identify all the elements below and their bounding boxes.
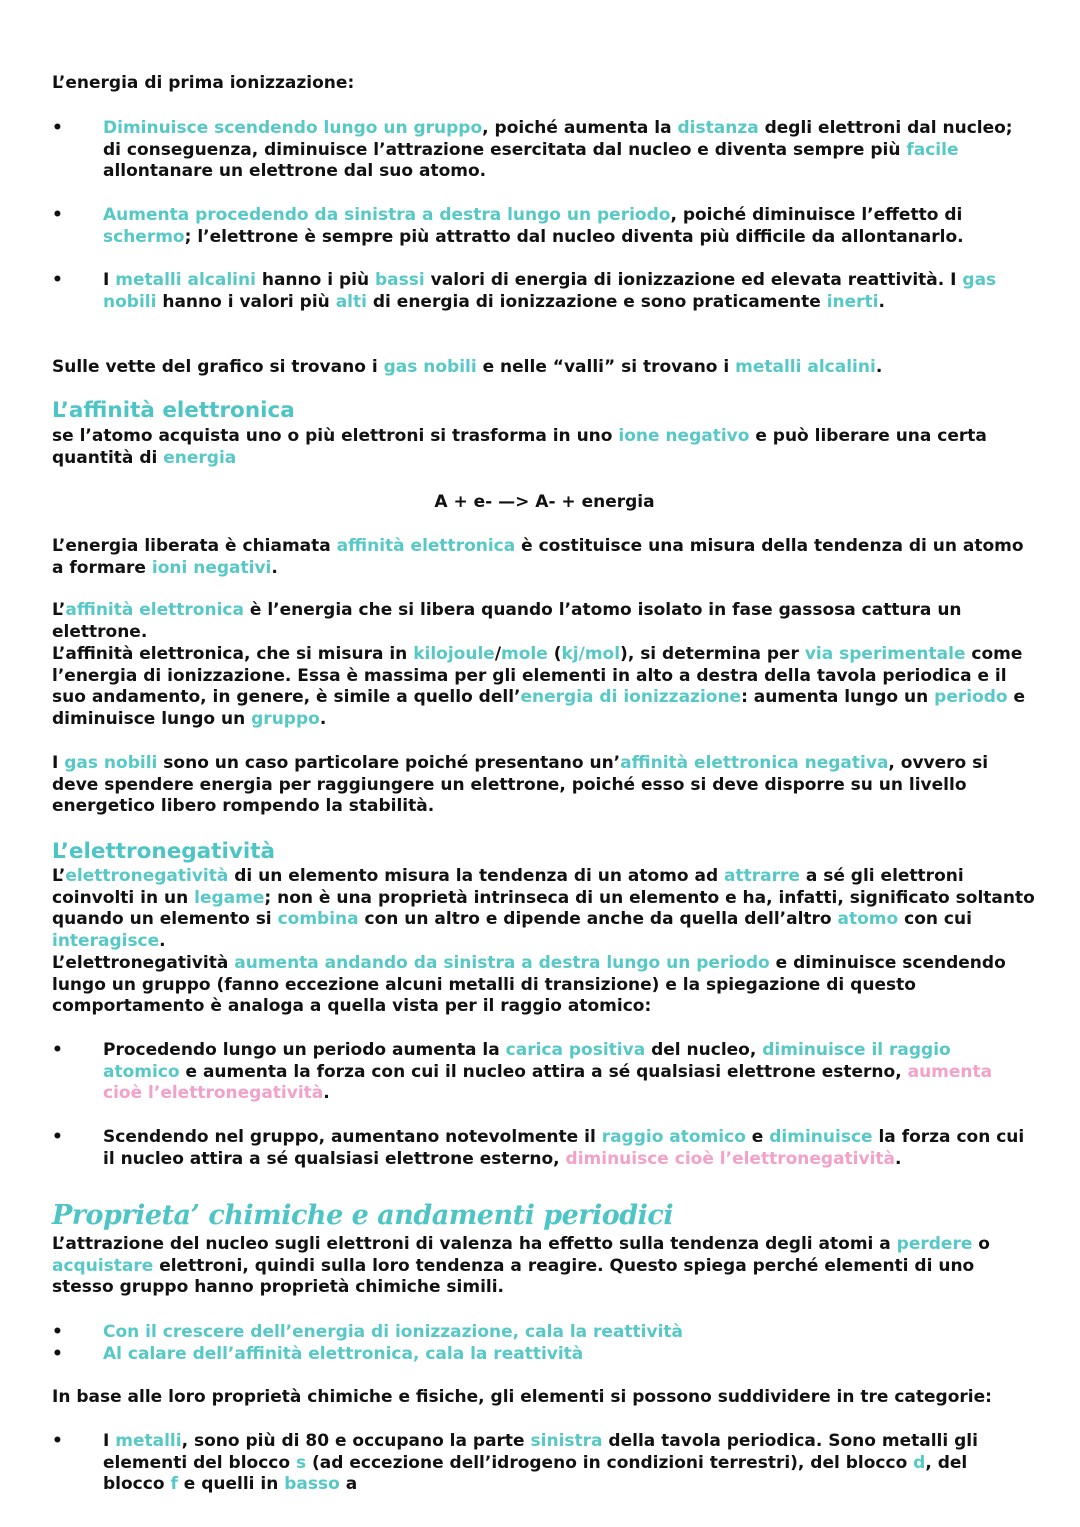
highlight-text: perdere <box>896 1234 973 1254</box>
bullet-icon: • <box>52 1322 63 1342</box>
highlight-text: energia <box>163 447 237 468</box>
highlight-text: legame <box>194 887 265 908</box>
bullet-icon: • <box>52 270 63 290</box>
text-segment: se l’atomo acquista uno o più elettroni si trasforma in uno <box>52 426 619 446</box>
highlight-text: Con il crescere dell’energia di ionizzazione, cala la reattività <box>103 1322 684 1342</box>
highlight-text: Aumenta procedendo da sinistra a destra lungo un periodo <box>103 205 671 225</box>
text-segment: a sé gli elettroni coinvolti in un <box>52 866 964 908</box>
highlight-text: gas nobili <box>383 357 477 377</box>
reactivity-bullet-1 <box>103 1322 1033 1344</box>
highlight-text: affinità elettronica <box>336 536 516 556</box>
electronegativity-bullet-2 <box>103 1127 1033 1170</box>
highlight-text: ioni negativi <box>151 557 272 578</box>
affinity-intro <box>52 426 1037 469</box>
highlight-text: affinità elettronica <box>65 600 244 620</box>
highlight-text: affinità elettronica negativa <box>620 753 889 773</box>
text-segment: , ovvero si deve spendere energia per raggiungere un elettrone, poiché esso si deve disporre su un livello energetico libero rompendo la stabilità. <box>52 753 989 816</box>
text-segment: elettroni, quindi sulla loro tendenza a reagire. Questo spiega perché elementi di uno stesso gruppo hanno proprietà chimiche simili. <box>52 1255 975 1297</box>
text-segment: e quelli in <box>177 1474 285 1494</box>
text-segment: di un elemento misura la tendenza di un atomo ad <box>228 866 725 886</box>
chemical-paragraph-2 <box>52 1387 1037 1409</box>
chemical-paragraph-1 <box>52 1234 1037 1299</box>
text-segment: e <box>745 1127 770 1147</box>
text-segment: . <box>159 930 166 951</box>
text-segment: e diminuisce lungo un <box>52 687 1026 729</box>
text-segment: L’affinità elettronica, che si misura in <box>52 644 414 664</box>
highlight-text: inerti <box>826 291 879 312</box>
ionization-bullet-3 <box>103 270 1033 313</box>
reactivity-bullet-2 <box>103 1344 1033 1366</box>
text-segment: L’ <box>52 600 66 620</box>
text-segment: . <box>878 291 885 312</box>
text-segment: L’ <box>52 866 66 886</box>
highlight-text: via sperimentale <box>804 644 966 664</box>
text-segment: L’elettronegatività <box>52 953 235 973</box>
highlight-text: acquistare <box>52 1255 154 1276</box>
text-segment: con cui <box>898 909 972 929</box>
text-segment: . <box>875 357 883 377</box>
highlight-text: metalli alcalini <box>735 357 876 377</box>
highlight-text: sinistra <box>530 1431 603 1451</box>
highlight-text: gas nobili <box>64 753 158 773</box>
highlight-text: carica positiva <box>505 1040 646 1060</box>
highlight-text: facile <box>906 139 959 160</box>
text-segment: allontanare un elettrone dal suo atomo. <box>103 161 487 181</box>
highlight-text: Al calare dell’affinità elettronica, cala la reattività <box>103 1344 584 1364</box>
highlight-text: combina <box>277 909 359 929</box>
graph-note <box>52 357 1037 379</box>
highlight-text: kilojoule <box>413 644 495 664</box>
highlight-text: Diminuisce scendendo lungo un gruppo <box>103 118 483 138</box>
text-segment: , del blocco <box>103 1452 968 1494</box>
ionization-bullet-1 <box>103 118 1033 183</box>
electronegativity-heading: L’elettronegatività <box>52 839 275 864</box>
text-segment: hanno i più <box>255 270 375 290</box>
text-segment: valori di energia di ionizzazione ed elevata reattività. I <box>424 270 963 290</box>
text-segment: del nucleo, <box>645 1040 763 1060</box>
bullet-icon: • <box>52 118 63 138</box>
highlight-text: energia di ionizzazione <box>520 687 742 707</box>
bullet-icon: • <box>52 1344 63 1364</box>
text-segment: I <box>52 753 65 773</box>
highlight-text: periodo <box>934 687 1008 707</box>
highlight-text: alti <box>335 291 367 312</box>
electronegativity-paragraph-2 <box>52 953 1037 1018</box>
text-segment: della tavola periodica. Sono metalli gli elementi del blocco <box>103 1431 978 1473</box>
affinity-heading: L’affinità elettronica <box>52 398 295 423</box>
highlight-text: s <box>295 1452 307 1473</box>
text-segment: ( <box>547 644 562 664</box>
highlight-text: diminuisce <box>769 1127 873 1147</box>
text-segment: a <box>339 1474 358 1494</box>
text-segment: la forza con cui il nucleo attira a sé qualsiasi elettrone esterno, <box>103 1127 1025 1169</box>
text-segment: Scendendo nel gruppo, aumentano notevolmente il <box>103 1127 602 1147</box>
bullet-icon: • <box>52 205 63 225</box>
text-segment: L’attrazione del nucleo sugli elettroni di valenza ha effetto sulla tendenza degli atomi a <box>52 1234 897 1254</box>
text-segment: ; l’elettrone è sempre più attratto dal nucleo diventa più difficile da allontanarlo. <box>184 226 964 247</box>
text-segment: e può liberare una certa quantità di <box>52 426 987 468</box>
text-segment: con un altro e dipende anche da quella dell’altro <box>358 909 838 929</box>
text-segment: L’energia di prima ionizzazione: <box>52 73 355 93</box>
electronegativity-paragraph-1 <box>52 866 1037 952</box>
highlight-text: distanza <box>677 118 759 138</box>
text-segment: I <box>103 270 116 290</box>
text-segment: / <box>494 644 502 664</box>
text-segment: . <box>271 557 278 578</box>
text-segment: , poiché aumenta la <box>482 118 678 138</box>
text-segment: , poiché diminuisce l’effetto di <box>670 205 963 225</box>
chemical-properties-heading: Proprieta’ chimiche e andamenti periodici <box>52 1200 674 1231</box>
text-segment: Procedendo lungo un periodo aumenta la <box>103 1040 506 1060</box>
text-segment: . <box>319 708 327 729</box>
text-segment: Sulle vette del grafico si trovano i <box>52 357 384 377</box>
text-segment: . <box>323 1083 330 1103</box>
text-segment: (ad eccezione dell’idrogeno in condizioni terrestri), del blocco <box>306 1452 914 1473</box>
highlight-text: attrarre <box>724 866 800 886</box>
text-segment: e nelle “valli” si trovano i <box>476 357 736 377</box>
highlight-text: raggio atomico <box>601 1127 746 1147</box>
text-segment: , sono più di 80 e occupano la parte <box>181 1431 531 1451</box>
text-segment: ; non è una proprietà intrinseca di un elemento e ha, infatti, significato soltanto quando un elemento si <box>52 887 1035 929</box>
affinity-paragraph-4 <box>52 753 1037 818</box>
electronegativity-bullet-1 <box>103 1040 1033 1105</box>
text-segment: o <box>972 1234 990 1254</box>
text-segment: e aumenta la forza con cui il nucleo attira a sé qualsiasi elettrone esterno, <box>179 1061 908 1082</box>
affinity-paragraph-2 <box>52 600 1037 643</box>
text-segment: In base alle loro proprietà chimiche e fisiche, gli elementi si possono suddividere in tre categorie: <box>52 1387 992 1407</box>
metals-bullet <box>103 1431 1033 1496</box>
text-segment: è costituisce una misura della tendenza di un atomo a formare <box>52 536 1024 578</box>
text-segment: I <box>103 1431 116 1451</box>
text-segment: è l’energia che si libera quando l’atomo isolato in fase gassosa cattura un elettrone. <box>52 600 962 642</box>
highlight-text: f <box>170 1474 178 1494</box>
text-segment: degli elettroni dal nucleo; di conseguenza, diminuisce l’attrazione esercitata dal nucleo e diventa sempre più <box>103 118 1013 160</box>
highlight-text: d <box>913 1452 926 1473</box>
affinity-equation: A + e- —> A- + energia <box>434 492 655 512</box>
text-segment: sono un caso particolare poiché presentano un’ <box>157 753 621 773</box>
highlight-text: diminuisce il raggio atomico <box>103 1040 951 1082</box>
highlight-text: basso <box>284 1474 340 1494</box>
ionization-bullet-2 <box>103 205 1033 248</box>
highlight-text: gruppo <box>251 708 320 729</box>
bullet-icon: • <box>52 1127 63 1147</box>
highlight-text: metalli alcalini <box>115 270 256 290</box>
text-segment: hanno i valori più <box>156 291 336 312</box>
highlight-text: elettronegatività <box>65 866 229 886</box>
highlight-text: bassi <box>375 270 425 290</box>
highlight-text: metalli <box>115 1431 182 1451</box>
highlight-text: interagisce <box>52 930 160 951</box>
text-segment: come l’energia di ionizzazione. Essa è massima per gli elementi in alto a destra della tavola periodica e il suo andamento, in genere, è simile a quello dell’ <box>52 644 1023 707</box>
highlight-text: kj/mol <box>561 644 621 664</box>
text-segment: : aumenta lungo un <box>741 687 935 707</box>
bullet-icon: • <box>52 1431 63 1451</box>
pink-highlight-text: diminuisce cioè l’elettronegatività <box>565 1148 896 1169</box>
highlight-text: gas nobili <box>103 270 997 312</box>
text-segment: ), si determina per <box>620 644 805 664</box>
affinity-paragraph-3 <box>52 644 1037 730</box>
text-segment: e diminuisce scendendo lungo un gruppo (fanno eccezione alcuni metalli di transizione) e la spiegazione di questo comportamento è analoga a quella vista per il raggio atomico: <box>52 953 1006 1016</box>
ionization-intro <box>52 73 1037 95</box>
highlight-text: schermo <box>103 226 185 247</box>
text-segment: L’energia liberata è chiamata <box>52 536 337 556</box>
highlight-text: ione negativo <box>618 426 750 446</box>
text-segment: di energia di ionizzazione e sono praticamente <box>366 291 827 312</box>
highlight-text: mole <box>501 644 548 664</box>
pink-highlight-text: aumenta cioè l’elettronegatività <box>103 1061 993 1103</box>
highlight-text: atomo <box>837 909 899 929</box>
highlight-text: aumenta andando da sinistra a destra lungo un periodo <box>234 953 770 973</box>
bullet-icon: • <box>52 1040 63 1060</box>
affinity-paragraph-1 <box>52 536 1037 579</box>
text-segment: . <box>895 1148 902 1169</box>
